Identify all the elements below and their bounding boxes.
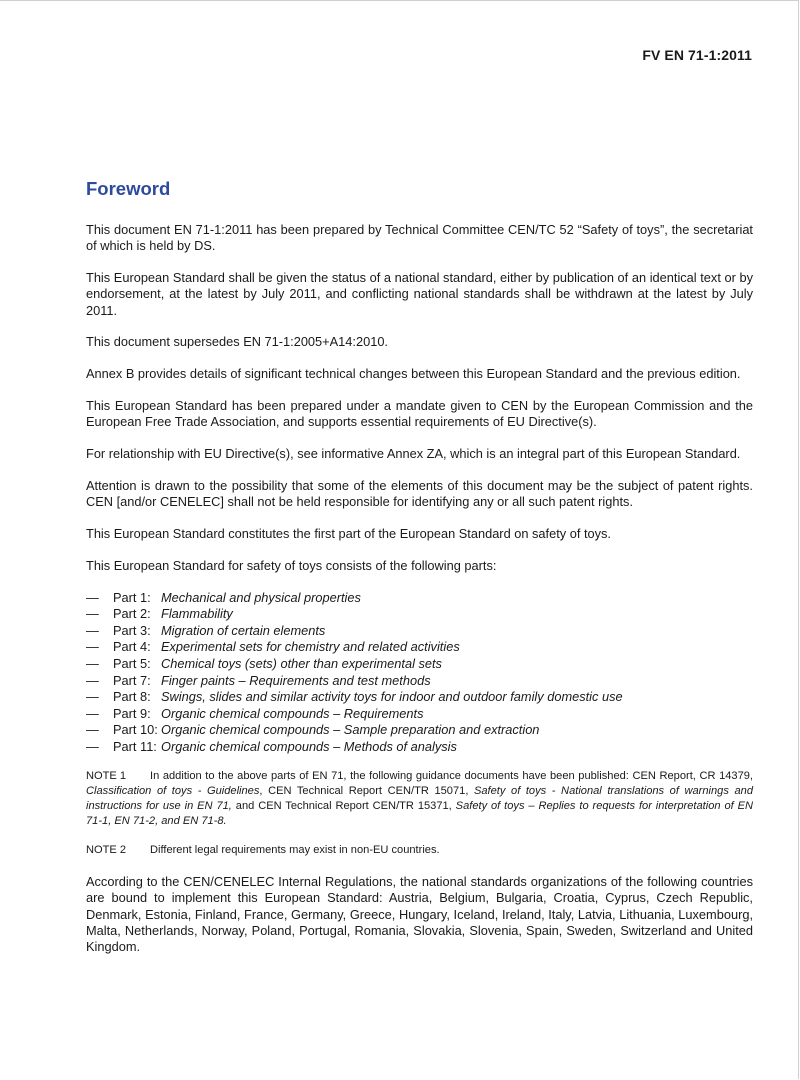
list-dash: — [86, 606, 99, 622]
part-title: Mechanical and physical properties [161, 589, 361, 605]
section-title: Foreword [86, 178, 171, 199]
part-number: Part 7: [113, 672, 151, 688]
list-item [86, 739, 753, 756]
paragraph-annex-b: Annex B provides details of significant technical changes between this European Standard and the previous edition. [86, 366, 741, 382]
paragraph-first-part: This European Standard constitutes the first part of the European Standard on safety of toys. [86, 526, 611, 542]
list-item [86, 706, 753, 723]
part-number: Part 8: [113, 689, 151, 705]
part-number: Part 5: [113, 656, 151, 672]
list-item [86, 673, 753, 690]
note-2 [86, 843, 753, 858]
note-text: Different legal requirements may exist in non-EU countries. [150, 843, 440, 856]
part-title: Swings, slides and similar activity toys for indoor and outdoor family domestic use [161, 689, 623, 705]
part-title: Experimental sets for chemistry and related activities [161, 639, 460, 655]
paragraph-mandate: This European Standard has been prepared under a mandate given to CEN by the European Commission and the European Free Trade Association, and supports essential requirements of EU Directive(s). [86, 398, 753, 430]
paragraph-patent-rights: Attention is drawn to the possibility that some of the elements of this document may be the subject of patent rights. CEN [and/or CENELEC] shall not be held responsible for identifying any or all such patent rights. [86, 477, 753, 510]
part-number: Part 11: [113, 739, 157, 754]
list-dash: — [86, 705, 99, 721]
list-dash: — [86, 689, 99, 705]
part-number: Part 3: [113, 622, 151, 638]
note-citation: Safety of toys - National translations of warnings and instructions for use in EN 71, [86, 784, 753, 813]
part-number: Part 9: [113, 705, 151, 721]
part-title: Chemical toys (sets) other than experimental sets [161, 656, 442, 672]
note-citation: Safety of toys – Replies to requests for interpretation of EN 71-1, EN 71-2, and EN 71-8. [86, 800, 754, 828]
foreword-content [86, 178, 753, 971]
list-dash: — [86, 622, 99, 638]
note-text: In addition to the above parts of EN 71, the following guidance documents have been published: CEN Report, CR 14379, [150, 769, 753, 782]
note-label: NOTE 1 [86, 769, 127, 782]
list-item [86, 689, 753, 706]
list-dash: — [86, 639, 99, 655]
note-label: NOTE 2 [86, 843, 127, 856]
parts-list [86, 590, 753, 756]
list-dash: — [86, 739, 99, 754]
list-dash: — [86, 589, 99, 605]
part-number: Part 4: [113, 639, 151, 655]
list-item [86, 639, 753, 656]
part-number: Part 10: [113, 722, 158, 738]
list-item [86, 722, 753, 739]
list-dash: — [86, 672, 99, 688]
note-1 [86, 769, 753, 830]
part-title: Finger paints – Requirements and test methods [161, 672, 431, 688]
list-item [86, 656, 753, 673]
document-identifier: FV EN 71-1:2011 [642, 47, 752, 63]
paragraph-annex-za: For relationship with EU Directive(s), see informative Annex ZA, which is an integral part of this European Standard. [86, 446, 741, 462]
paragraph-national-status: This European Standard shall be given the status of a national standard, either by publication of an identical text or by endorsement, at the latest by July 2011, and conflicting national standards shall be withdrawn at the latest by July 2011. [86, 270, 753, 318]
part-number: Part 2: [113, 606, 151, 622]
note-citation: Classification of toys - Guidelines [86, 784, 260, 797]
list-dash: — [86, 722, 99, 738]
list-dash: — [86, 656, 99, 672]
list-item [86, 623, 753, 640]
part-number: Part 1: [113, 589, 151, 605]
part-title: Organic chemical compounds – Sample preparation and extraction [161, 722, 540, 738]
list-item [86, 606, 753, 623]
paragraph-prepared-by: This document EN 71-1:2011 has been prepared by Technical Committee CEN/TC 52 “Safety of toys”, the secretariat of which is held by DS. [86, 222, 753, 254]
note-text: and CEN Technical Report CEN/TR 15371, [231, 800, 456, 813]
note-text: , CEN Technical Report CEN/TR 15071, [259, 784, 474, 797]
part-title: Organic chemical compounds – Requirements [161, 705, 424, 721]
part-title: Migration of certain elements [161, 622, 326, 638]
list-item [86, 590, 753, 607]
part-title: Organic chemical compounds – Methods of analysis [161, 739, 457, 754]
part-title: Flammability [161, 606, 233, 622]
paragraph-supersedes: This document supersedes EN 71-1:2005+A14:2010. [86, 334, 388, 350]
paragraph-parts-intro: This European Standard for safety of toys consists of the following parts: [86, 557, 497, 573]
paragraph-member-countries: According to the CEN/CENELEC Internal Regulations, the national standards organizations of the following countries are bound to implement this European Standard: Austria, Belgium, Bulgaria, Croatia, Cyprus, Czech Republic, Denmark, Estonia, Finland, France, Germany, Greece, Hungary, Iceland, Ireland, Italy, Latvia, Lithuania, Luxembourg, Malta, Netherlands, Norway, Poland, Portugal, Romania, Slovakia, Slovenia, Spain, Sweden, Switzerland and United Kingdom. [86, 874, 753, 955]
